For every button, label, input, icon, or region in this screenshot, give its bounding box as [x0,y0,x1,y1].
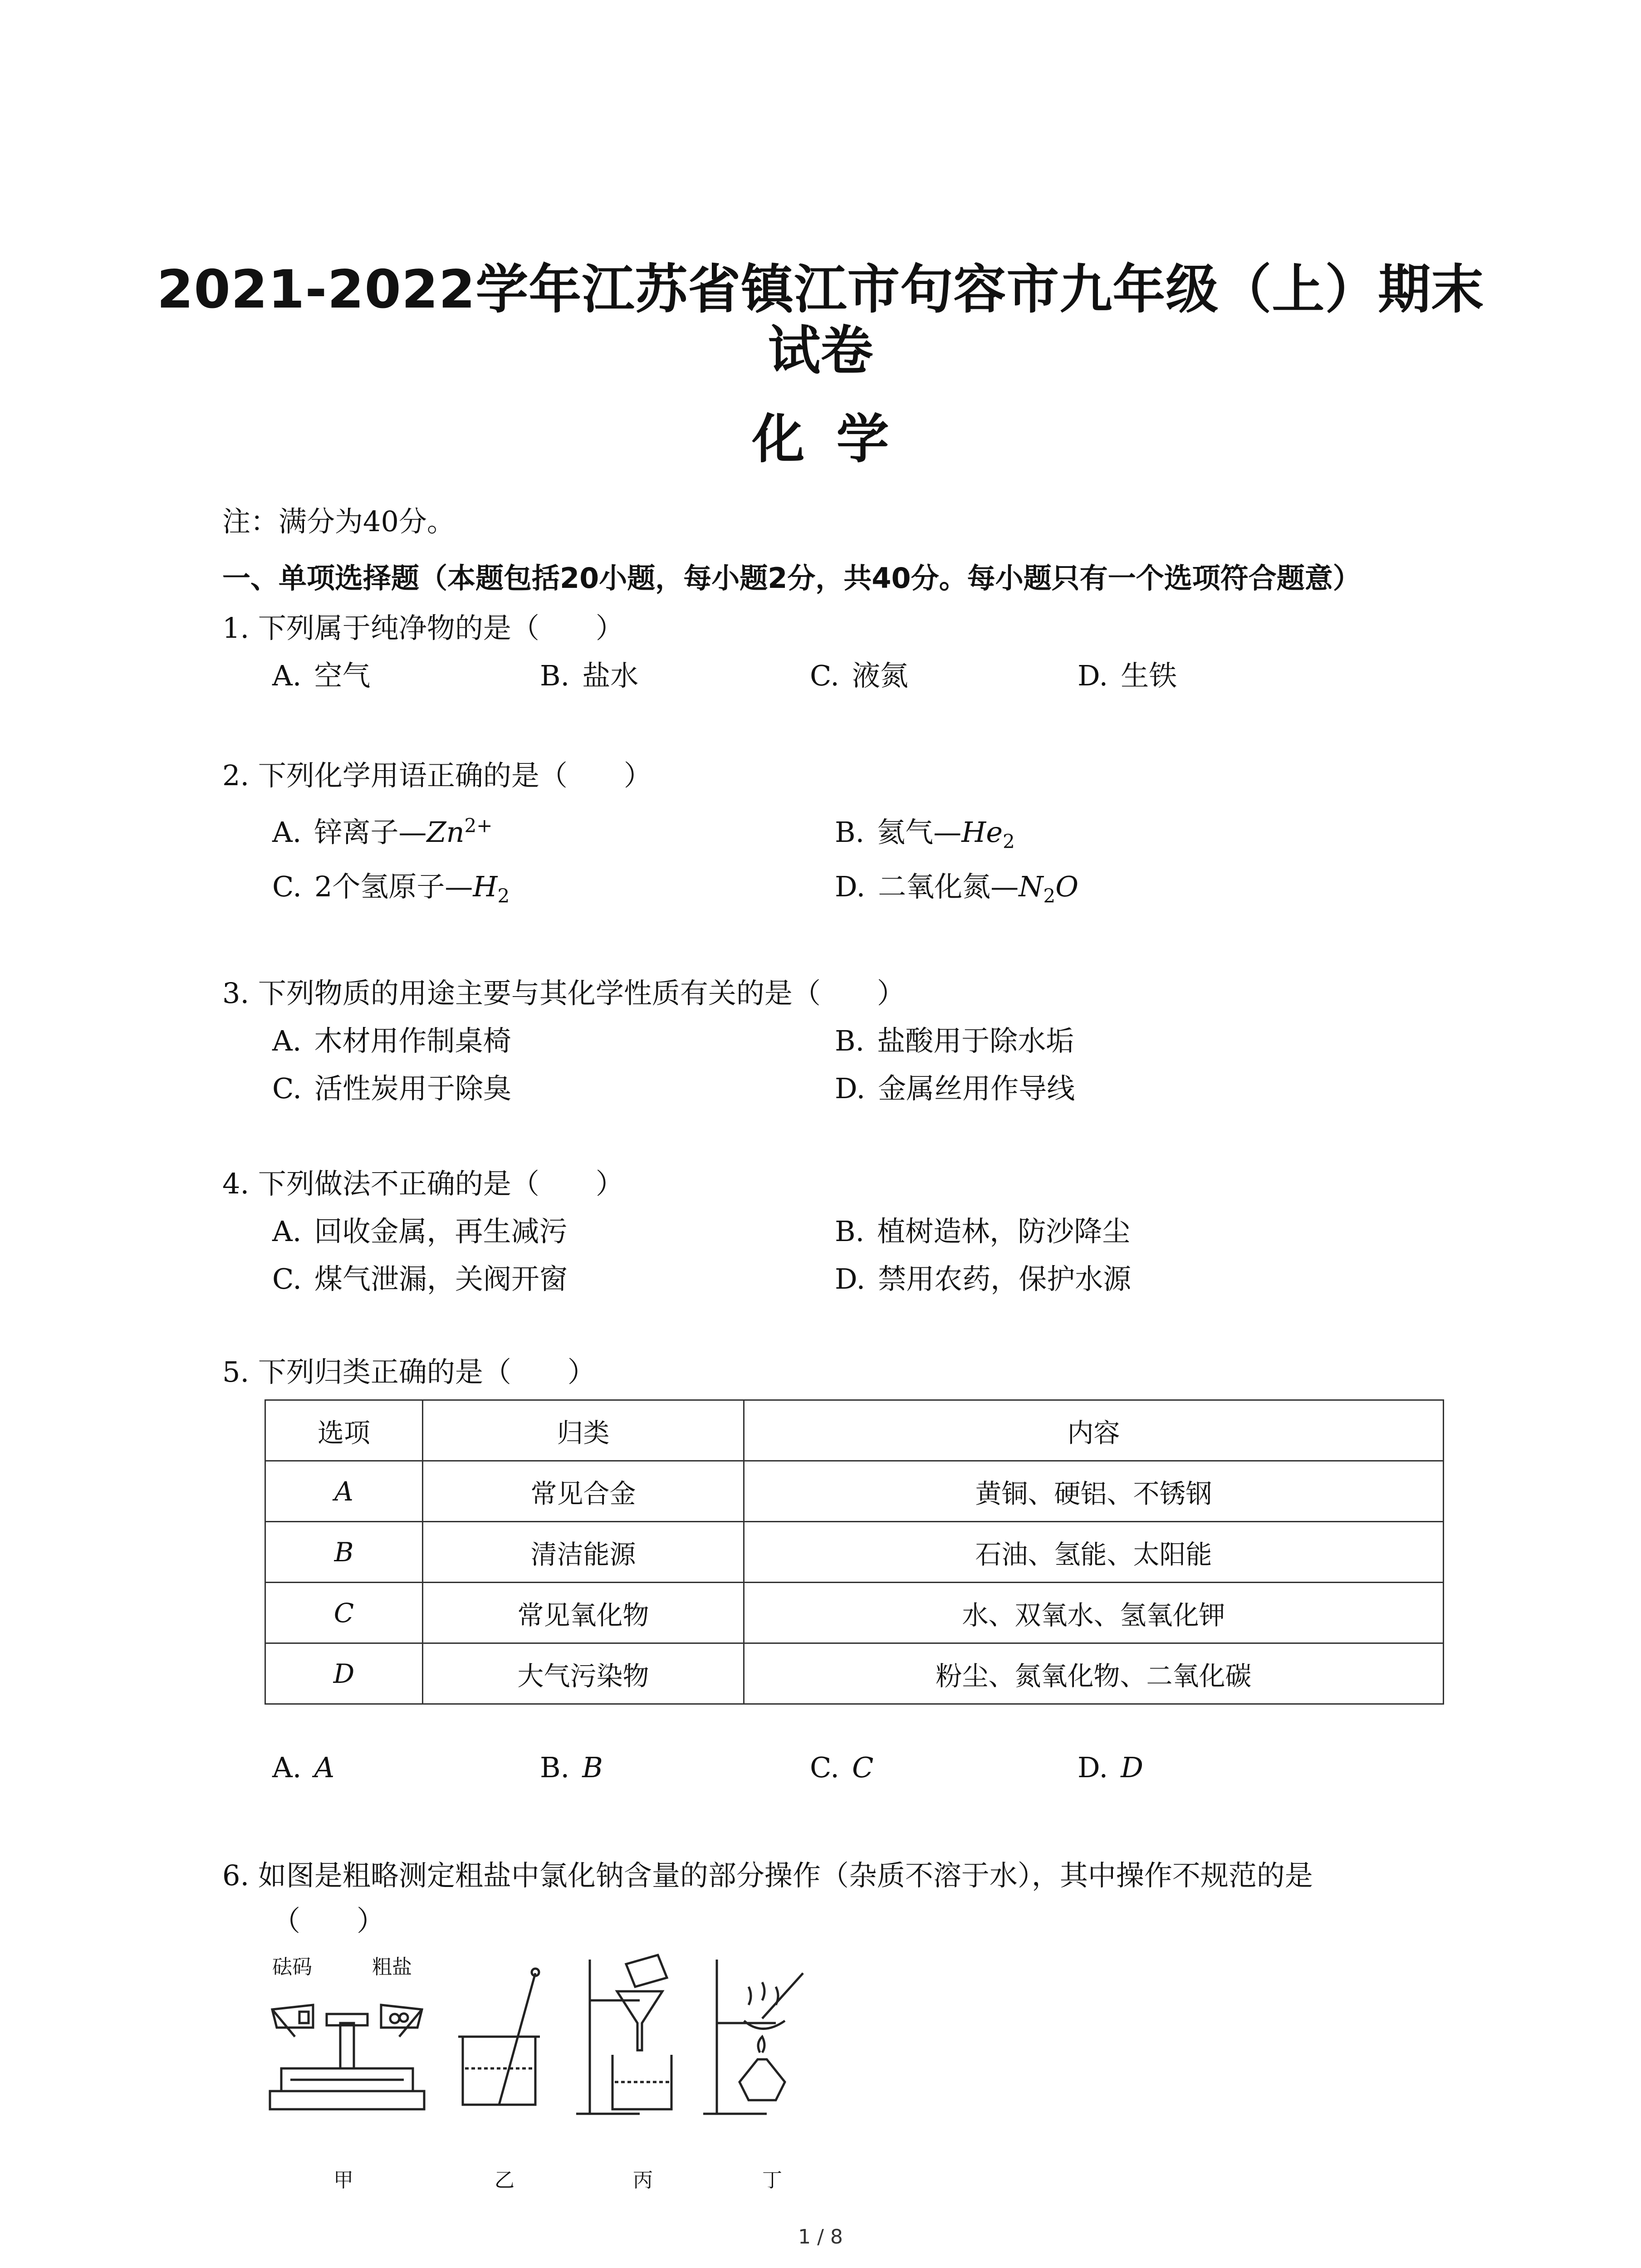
balance-illustration [270,2005,424,2109]
q4-option-c: C. 煤气泄漏，关阀开窗 [272,1262,568,1295]
q4-option-d: D. 禁用农药，保护水源 [835,1262,1132,1295]
table-cell: 大气污染物 [423,1643,744,1704]
table-cell: B [265,1522,423,1583]
question-5-stem: 5. 下列归类正确的是（ ） [222,1355,596,1388]
table-cell: D [265,1643,423,1704]
q2-option-c: C. 2个氢原子$—H_2$ [272,870,510,907]
q4-option-a: A. 回收金属，再生减污 [272,1215,568,1248]
table-header: 选项 [265,1400,423,1461]
figure-label-jia: 甲 [333,2169,353,2192]
table-row [265,1522,1444,1583]
table-header-row [265,1400,1444,1461]
question-4-stem: 4. 下列做法不正确的是（ ） [222,1167,624,1200]
balance-label-salt: 粗盐 [372,1955,412,1979]
balance-label-weights: 砝码 [272,1955,312,1979]
section-heading: 一、单项选择题（本题包括20小题，每小题2分，共40分。每小题只有一个选项符合题意） [222,562,1361,595]
lab-operations-figure [263,1946,835,2168]
q2-option-d: D. 二氧化氮$—N_2O$ [835,870,1079,907]
q4-option-b: B. 植树造林，防沙降尘 [835,1215,1131,1248]
table-header: 内容 [744,1400,1444,1461]
figure-label-yi: 乙 [495,2169,514,2192]
q3-option-b: B. 盐酸用于除水垢 [835,1024,1074,1057]
q5-option-a: A. A [272,1751,335,1784]
evaporation-illustration [703,1960,803,2114]
table-header: 归类 [423,1400,744,1461]
filtration-illustration [576,1955,671,2114]
subject-title: 化学 [752,409,921,470]
table-cell: 水、双氧水、氢氧化钾 [744,1583,1444,1643]
question-6-stem: 6. 如图是粗略测定粗盐中氯化钠含量的部分操作（杂质不溶于水），其中操作不规范的是 [222,1859,1313,1892]
question-2-stem: 2. 下列化学用语正确的是（ ） [222,759,652,792]
q1-option-c: C. 液氮 [810,659,908,692]
beaker-stirring-illustration [458,1969,540,2105]
figure-label-bing: 丙 [633,2169,653,2192]
table-cell: C [265,1583,423,1643]
q3-option-a: A. 木材用作制桌椅 [272,1024,511,1057]
q5-option-b: B. B [540,1751,603,1784]
table-cell: 常见氧化物 [423,1583,744,1643]
table-cell: 粉尘、氮氧化物、二氧化碳 [744,1643,1444,1704]
question-1-stem: 1. 下列属于纯净物的是（ ） [222,611,624,645]
classification-table [265,1399,1444,1705]
q3-option-d: D. 金属丝用作导线 [835,1072,1075,1105]
page-number: 1 / 8 [798,2225,843,2248]
table-row [265,1461,1444,1522]
table-cell: A [265,1461,423,1522]
question-3-stem: 3. 下列物质的用途主要与其化学性质有关的是（ ） [222,977,905,1010]
table-cell: 清洁能源 [423,1522,744,1583]
q2-option-a: A. 锌离子$—Zn^{2+}$ [272,814,493,849]
q1-option-d: D. 生铁 [1078,659,1177,692]
exam-title-line1: 2021-2022学年江苏省镇江市句容市九年级（上）期末 [157,259,1484,320]
table-cell: 石油、氢能、太阳能 [744,1522,1444,1583]
q2-option-b: B. 氦气$—He_2$ [835,816,1015,853]
table-row [265,1643,1444,1704]
exam-title-line2: 试卷 [768,320,873,381]
table-cell: 常见合金 [423,1461,744,1522]
table-row [265,1583,1444,1643]
figure-label-ding: 丁 [762,2169,782,2192]
score-note: 注：满分为40分。 [222,505,455,538]
q1-option-b: B. 盐水 [540,659,639,692]
q5-option-c: C. C [810,1751,874,1784]
q3-option-c: C. 活性炭用于除臭 [272,1072,511,1105]
question-6-stem-cont: （ ） [272,1904,385,1937]
q1-option-a: A. 空气 [272,659,371,692]
q5-option-d: D. D [1078,1751,1143,1784]
table-cell: 黄铜、硬铝、不锈钢 [744,1461,1444,1522]
